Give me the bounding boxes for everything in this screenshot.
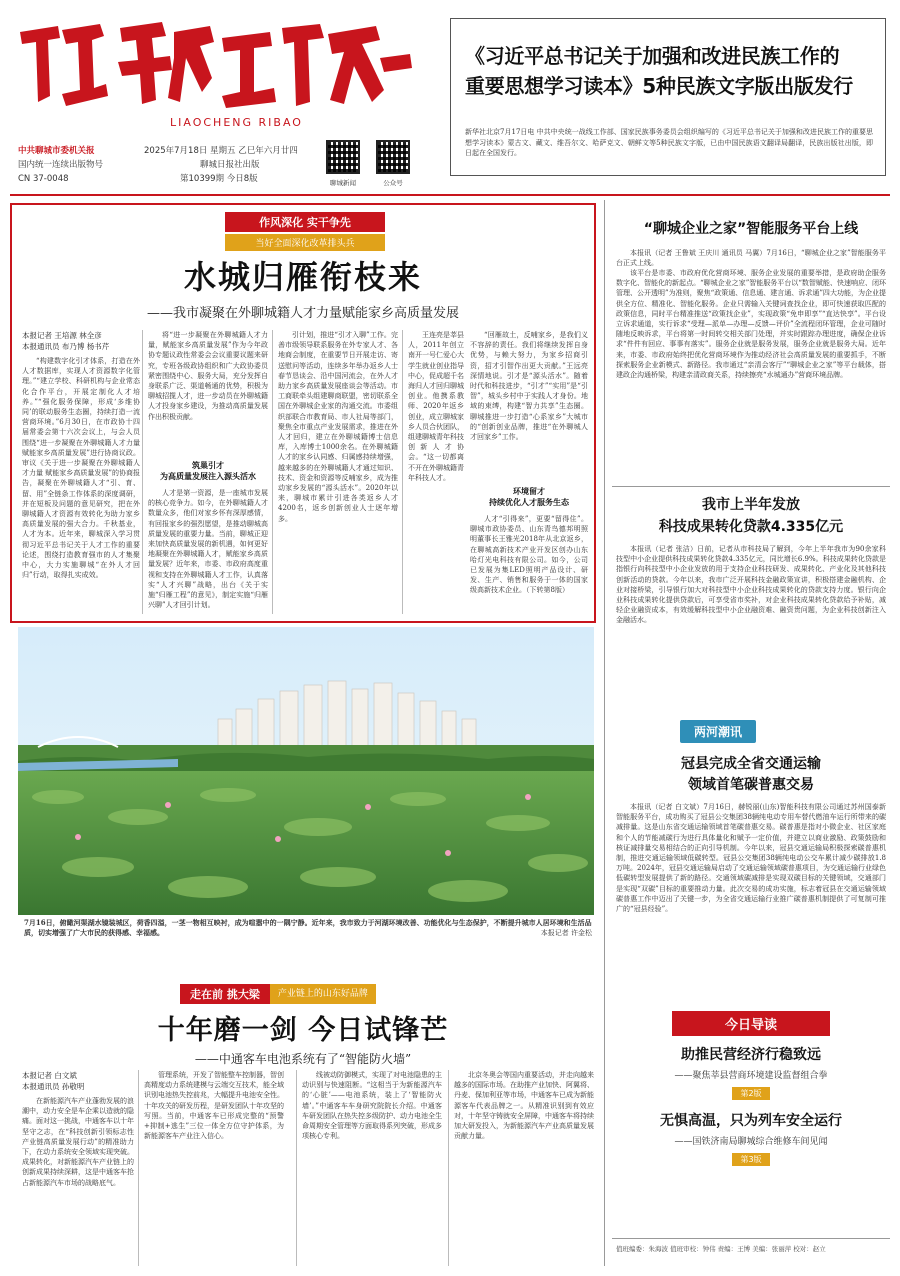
masthead-pinyin: LIAOCHENG RIBAO (170, 116, 303, 129)
masthead-meta-mid (144, 144, 298, 186)
today-item-1-title: 助推民营经济行稳致远 (681, 1047, 821, 1063)
right-article-2-body-text: 本报讯（记者 张洁）日前，记者从市科技局了解到，今年上半年我市为90余家科技型中小企业提供科技成果转化贷款4.335亿元，同比增长6.9%。科技成果转化贷款是指银行向科技型中小企业发放的用于支持企业科技研发、成果转化、产业化及其他科技创新活动的贷款。今年以来，我市广泛开展科技金融政策宣讲，积极搭建金融机构、企业对接桥梁，引导银行加大对科技型中小企业科技成果转化的贷款支持力度。银行向企业科技成果转化提供贷款后，可享受省市奖补，对企业科技成果转化贷款给予补贴，减轻企业融资成本，有效缓解科技型中小企业融资难、融资贵问题，为企业科技创新注入金融活水。 (616, 545, 886, 625)
lead-col-4-text: 王连亮是莘县人，2011年创立南开一号仁爱心大学生就业创业指导中心，促成超千名海归人才回归聊城创业。他携系教师、2020年返乡创业，成立聊城家乡人员合伙团队，组建聊城青年科技创新人才协会。“这一切都离不开在外聊城籍青年科技人才。 (408, 331, 464, 482)
lead-col-3-text: 引计划，推进“引才入聊”工作。完善市级领导联系服务在外专家人才、各地商会制度，在重要节日开展走访、寄送慰问等活动，连续多年举办返乡人士春节恳谈会、沿中国河流会，在外人才助力家乡高质量发展座谈会等活动。市工商联牵头组建聊商联盟，密切联系全国在外聊城企业家的沟通交流。市委组织部联合市教育局、市人社局等部门，聚焦全市重点产业发展需求，推进在外人才回归，建立在外聊城籍博士信息库，入库博士1000余名。在外聊城籍人才的家乡认同感、归属感持续增强，越来越多的在外聊城籍人才通过知识、技术、资金和资源等反哺家乡，成为推动家乡发展的“源头活水”。2020年以来，聊城市累计引进各类返乡人才4200名，返乡创新创业人士逐年增多。 (278, 331, 398, 523)
right-article-1-byline (616, 248, 886, 268)
right-article-3-body (616, 802, 886, 1006)
right-article-3-title-line1: 冠县完成全省交通运输 (681, 756, 821, 772)
second-byline-correspondent: 本报通讯员 孙敬明 (22, 1082, 85, 1091)
column-divider (142, 330, 143, 614)
right-article-1-body-text: 该平台是市委、市政府优化营商环境、服务企业发展的重要举措，是政府助企服务数字化、智能化的新起点。“聊城企业之家”智能服务平台以“数智赋能、快速响应、闭环管理、公开透明”为准则，聚焦“政策通、信息通、建言通、诉求通”四大功能，为企业提供全方位、精准化、智能化服务。企业只需输入关键词查找企业，即可快速获取匹配的政策信息，同时平台精准推送“政策找企业”，实现政策“免申即享”“直达快享”。平台设立诉求通道，实行诉求“受理—派单—办理—反馈—评价”全流程闭环管理，企业可随时随地反映诉求，平台将第一时间转交相关部门处理，并实时跟踪办理进度，确保企业诉求“件件有回应、事事有落实”。服务企业就是服务发展，服务企业就是服务大局。近年来，市委、市政府始终把优化营商环境作为推动经济社会高质量发展的重要抓手，不断探索服务企业新模式、新路径。我市通过“亲清会客厅”“聊城企业之家”等平台载体，搭建政企沟通桥梁，构建亲清政商关系，持续擦亮“水城通办”营商环境品牌。 (616, 269, 886, 380)
section-rule (612, 486, 890, 487)
issue-date: 2025年7月18日 星期五 乙巳年六月廿四 (144, 146, 298, 156)
issue-number: 第10399期 今日8版 (180, 174, 258, 184)
second-headline[interactable]: 十年磨一剑 今日试锋芒 (157, 1015, 449, 1046)
right-article-1-body (616, 268, 886, 482)
lead-subhead-2: 环境留才 持续优化人才服务生态 (489, 487, 569, 507)
right-article-3-title-line2: 领域首笔碳普惠交易 (688, 777, 814, 793)
today-guide-box (612, 1011, 890, 1261)
lead-col-5-text: “回雁故土，反哺家乡，是我们义不容辞的责任。我们将继续发挥自身优势，与赖大努力，为家乡招商引资，招才引智作出更大贡献。”王远亮深情地说。引才是“源头活水”。随着时代和科技进步，“引才”“实用”是“引智”，城头乡村中于实践人才身份。地域的束缚，构建“智力共享”生态圈。聊城推进一步打造“心系家乡”大城市的“创新创业品牌，推进“在外聊城人才回家乡”工作。 (470, 331, 588, 442)
top-news-headline-line2: 重要思想学习读本》5种民族文字版出版发行 (465, 74, 853, 98)
second-subhead: ——中通客车电池系统有了“智能防火墙” (194, 1052, 412, 1066)
top-news-headline-line1: 《习近平总书记关于加强和改进民族工作的 (465, 44, 840, 68)
right-article-2-title[interactable] (612, 494, 890, 538)
masthead-meta-left (18, 144, 103, 186)
today-item-1[interactable] (612, 1044, 890, 1100)
footer-rule (612, 1238, 890, 1239)
second-tag-secondary: 产业链上的山东好品牌 (270, 984, 376, 1004)
right-article-1-title[interactable]: “聊城企业之家”智能服务平台上线 (643, 221, 859, 237)
byline-correspondents: 本报通讯员 布乃博 杨书芹 (22, 342, 110, 351)
today-item-2-subtitle: ——国铁济南局聊城综合维修车间见闻 (674, 1137, 828, 1147)
press-name: 聊城日报社出版 (200, 160, 260, 170)
today-item-2[interactable] (612, 1110, 890, 1166)
second-byline (22, 1070, 132, 1092)
today-guide-header: 今日导读 (672, 1011, 830, 1036)
qr-label-1: 聊城新闻 (330, 179, 356, 187)
lead-byline (22, 330, 142, 352)
second-col-1 (22, 1096, 134, 1266)
right-article-3-body-text: 本报讯（记者 白文斌）7月16日，赫锐丽(山东)智能科技有限公司通过苏州国泰新智能服务平台，成功购买了冠县公交集团38辆纯电动专用车替代燃油车运行所带来的碳减排量。这是山东省交通运输领域首笔碳普惠交易。碳普惠是指对小微企业、社区家庭和个人的节能减碳行为进行具体量化和赋予一定价值，并建立以商业激励、政策鼓励和核证减排量交易相结合的正向引导机制。今年以来，冠县交通运输局积极探索碳普惠机制，推进交通运输领域低碳转型。冠县公交集团38辆纯电动公交车累计减少碳排放1.8万吨。2024年，冠县交通运输局启动了交通运输领域碳普惠项目，为交通运输行业绿色低碳转型发展提供了新的路径。交通领域碳减排是实现双碳目标的关键领域，交通部门是实现“双碳”目标的重要推动力量。此次交易的成功实施，标志着冠县在交通运输领域碳普惠工作中迈出了关键一步，为全省交通运输行业推广碳普惠机制提供了可复制可推广的“冠县经验”。 (616, 803, 886, 914)
qr-code-icon[interactable] (326, 140, 360, 174)
today-item-2-page: 第3版 (732, 1153, 769, 1166)
right-column-divider (604, 200, 605, 1266)
column-divider (402, 330, 403, 614)
today-item-2-title: 无惧高温，只为列车安全运行 (660, 1113, 842, 1129)
second-tag-primary: 走在前 挑大梁 (180, 984, 270, 1004)
second-col-3 (302, 1070, 442, 1266)
column-divider (448, 1070, 449, 1266)
second-col-2-text: 管理系统，开发了智能整车控制器，智创高精度动力系统建模与云端交互技术，能全域识别电池热失控前兆，大幅提升电池安全性。十年攻关的研发历程，是研发团队十年攻坚的写照。当前，中通客车已形成完整的“预警+抑制+逃生”三位一体全方位守护体系，为新能源客车产业注入信心。 (144, 1071, 284, 1141)
lead-col-5b-text: 人才“引得来”，更要“留得住”。聊城市政协委员、山东青鸟德邦明照明董事长王雅光2018年从北京返乡，在聊城高新技术产业开发区创办山东哈灯光电科技有限公司。如今，公司已发展为集LED照明产品设计、研发、生产、销售和服务于一体的国家级高新技术企业。（下转第8版） (470, 515, 588, 595)
lead-col-4 (408, 330, 464, 614)
masthead-rule (10, 194, 890, 196)
lead-headline[interactable]: 水城归雁衔枝来 (183, 258, 422, 296)
masthead-logo (14, 18, 414, 110)
qr-label-2: 公众号 (383, 179, 403, 187)
today-item-1-page: 第2版 (732, 1087, 769, 1100)
top-news-body: 新华社北京7月17日电 中共中央统一战线工作部、国家民族事务委员会组织编写的《习近平总书记关于加强和改进民族工作的重要思想学习读本》蒙古文、藏文、维吾尔文、哈萨克文、朝鲜文等5种民族文字版，已由中国民族语文翻译局翻译，民族出版社出版，即日起在全国发行。 (465, 128, 873, 157)
second-col-4-text: 北京冬奥会等国内重要活动，并走向越来越多的国际市场。在助推产业加快、阿翼将、丹麦、保加利亚等市场，中通客车已成为新能源客车代表品牌之一。从精准识别到有效应对，十年坚守铸就安全屏障，中通客车将持续加大研发投入，为新能源汽车产业高质量发展贡献力量。 (454, 1071, 594, 1141)
right-article-2-title-line2: 科技成果转化贷款4.335亿元 (658, 519, 844, 535)
top-news-headline[interactable] (465, 41, 853, 101)
today-item-1-subtitle: ——聚焦莘县营商环境建设监督组合拳 (674, 1071, 828, 1081)
lotus-lake-photo[interactable] (18, 627, 594, 949)
right-article-2-title-line1: 我市上半年发放 (702, 497, 800, 513)
lead-subhead-1: 筑巢引才 为高质量发展注入源头活水 (160, 461, 256, 481)
right-article-3-title[interactable] (612, 754, 890, 796)
lead-tag-secondary: 当好全面深化改革排头兵 (225, 234, 385, 251)
lead-col-2b-text: 人才是第一资源，是一座城市发展的核心竞争力。如今，在外聊城籍人才数量众多，他们对家乡怀有深厚感情，有回报家乡的强烈愿望，是推动聊城高质量发展的重要力量。当前，聊城正迎来加快高质量发展的新机遇，如何更好地凝聚在外聊城籍人才，赋能家乡高质量发展？近年来，市委、市政府高度重视和支持在外聊城籍人才工作，认真落实“人才兴聊”战略，出台《关于实施“归雁工程”的意见》，制定实施“归雁兴聊”人才回引计划。 (148, 489, 268, 610)
byline-reporters: 本报记者 王培源 林全彦 (22, 331, 102, 340)
lead-col-1 (22, 356, 140, 614)
second-col-3-text: 线被动防御模式，实现了对电池隐患的主动识别与快速阻断。“这相当于为新能源汽车的‘心脏’——电池系统，装上了‘智能防火墙’。”中通客车车身研究院院长介绍。中通客车研发团队在热失控多级防护、动力电池全生命周期安全管理等方面取得系列突破，形成多项核心专利。 (302, 1071, 442, 1141)
lead-col-1-text: “构建数字化引才体系，打造在外人才数据库，实现人才资源数字化管理。”“建立学校、科研机构与企业常态化合作平台，开展定制化人才培养。”“强化服务保障，形成‘多维协同’的联动服务生态圈，持续打造一流营商环境。”6月30日，在市政协十四届常委会第十六次会议上，与会人员围绕“进一步凝聚在外聊城籍人才力量 赋能家乡高质量发展”进行协商议政。审议《关于进一步凝聚在外聊城籍人才力量 赋能家乡高质量发展”的协商报告，凝聚在外聊城籍人才“引、育、留、用”全链条工作体系的深度调研，并在短板及问题的意见研究，把在外聊城籍人才资源有效转化为助力家乡高质量发展的强大合力。千秋基业，人才为本。近年来，聊城深入学习贯彻习近平总书记关于人才工作的重要论述，围绕打造教育强市的人才集聚中心，大力实施聊城“在外人才回归”行动，取得扎实成效。 (22, 357, 140, 580)
top-news-box (450, 18, 886, 176)
qr-code-icon[interactable] (376, 140, 410, 174)
second-col-2 (144, 1070, 284, 1266)
badge-liang-he-chao-xun: 两河潮讯 (680, 720, 756, 743)
second-col-4 (454, 1070, 594, 1266)
cn-number: CN 37-0048 (18, 174, 69, 184)
photo-credit: 本报记者 许金松 (540, 929, 592, 937)
lead-col-2-text: 将“进一步凝聚在外聊城籍人才力量，赋能家乡高质量发展”作为今年政协专题议政性常委会会议重要议题来研究，专班各级政协组织和广大政协委员紧密围绕中心、服务大局，充分发挥自身联系广泛、渠道畅通的优势，积极为聊城招揽人才，进一步动员在外聊城籍人才投身家乡建设，为推动高质量发展作出积极贡献。 (148, 331, 268, 421)
second-tags (180, 984, 376, 1004)
right-article-2-body (616, 544, 886, 712)
photo-caption (24, 918, 592, 938)
photo-caption-text: 7月16日，俯瞰河渠湖水镜装城区，荷香四溢，一茎一物相互映衬，成为喧嚣中的一隅宁静。近年来，我市致力于河湖环境改善、功能优化与生态保护，不断提升城市人居环境和生活品质，切实增强了广大市民的获得感、幸福感。 (24, 918, 592, 937)
lead-col-3 (278, 330, 398, 614)
lead-tag-primary: 作风深化 实干争先 (225, 212, 385, 232)
column-divider (138, 1070, 139, 1266)
second-byline-reporter: 本报记者 白文斌 (22, 1071, 77, 1080)
lead-col-2 (148, 330, 268, 614)
lead-tags (225, 212, 385, 251)
column-divider (296, 1070, 297, 1266)
right-article-1-byline-text: 本报讯（记者 王鲁斌 王庆川 通讯员 马翼）7月16日，“聊城企业之家”智能服务平台正式上线。 (616, 249, 886, 268)
second-col-1-text: 在新能源汽车产业蓬勃发展的浪潮中，动力安全是车企乘以造就的隐痛。面对这一挑战，中通客车以十年坚守之志，在“科技创新引领标志性产业链高质量发展行动”的精准助力下，在动力系统安全领域实现突破。成果转化，对新能源汽车产业链上的创新成果持续深耕，这是中通客车抢占新能源汽车市场的战略底气。 (22, 1097, 134, 1187)
column-divider (272, 330, 273, 614)
lead-subhead: ——我市凝聚在外聊城籍人才力量赋能家乡高质量发展 (146, 306, 459, 321)
lead-col-5 (470, 330, 588, 614)
footer-credits: 值班编委：朱海波 值班审校：钟伟 责编：王博 美编：张丽萍 校对：赵立 (616, 1245, 826, 1253)
cn-issue: 国内统一连续出版物号 (18, 160, 104, 170)
publisher: 中共聊城市委机关报 (18, 146, 95, 156)
